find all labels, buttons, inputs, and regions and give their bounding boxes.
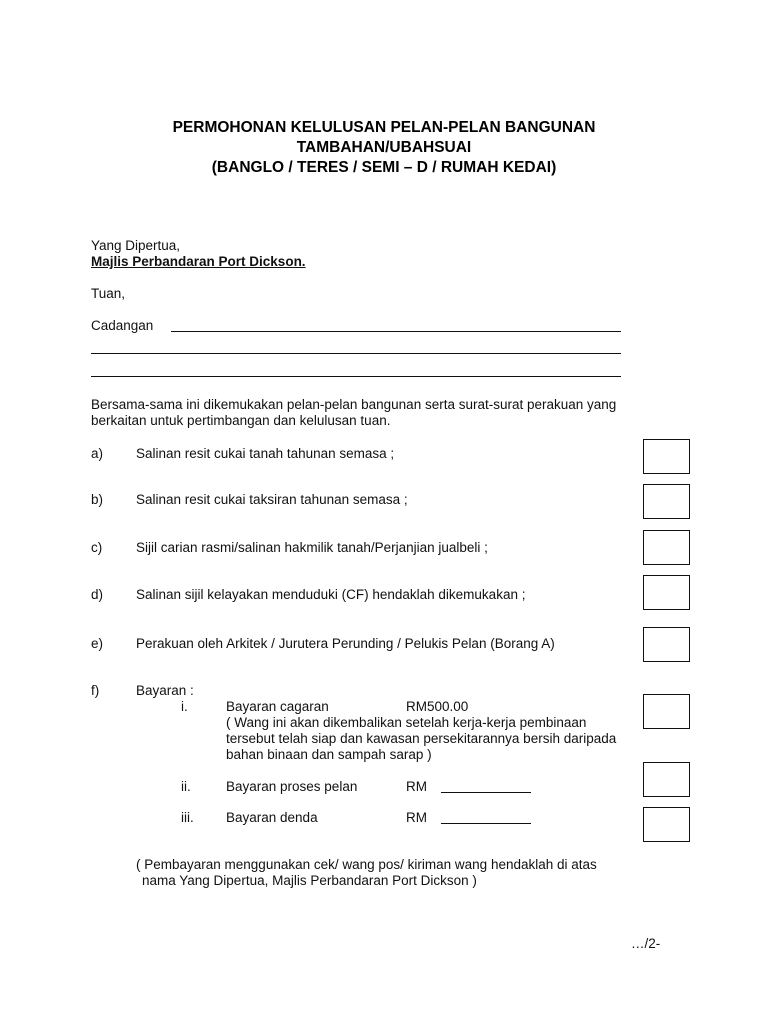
item-b-marker: b) [91, 492, 104, 507]
payment-iii-checkbox[interactable] [643, 807, 690, 842]
item-b-checkbox[interactable] [643, 484, 690, 519]
item-d-text: Salinan sijil kelayakan menduduki (CF) hendaklah dikemukakan ; [136, 587, 526, 602]
item-e-text: Perakuan oleh Arkitek / Jurutera Perunding / Pelukis Pelan (Borang A) [136, 636, 555, 651]
form-title-line3: (BANGLO / TERES / SEMI – D / RUMAH KEDAI) [211, 159, 557, 176]
intro-line-2: berkaitan untuk pertimbangan dan kelulusan tuan. [91, 413, 391, 428]
proposal-line-3[interactable] [91, 376, 621, 377]
payment-i-checkbox[interactable] [643, 694, 690, 729]
item-c-text: Sijil carian rasmi/salinan hakmilik tanah/Perjanjian jualbeli ; [136, 540, 488, 555]
payment-marker: f) [91, 683, 100, 698]
salutation: Tuan, [91, 286, 126, 301]
proposal-line-2[interactable] [91, 353, 621, 354]
payment-i-note-3: bahan binaan dan sampah sarap ) [226, 747, 432, 762]
payment-i-marker: i. [181, 699, 188, 714]
payment-ii-label: Bayaran proses pelan [226, 779, 358, 794]
form-title-line2: TAMBAHAN/UBAHSUAI [296, 139, 472, 156]
item-e-checkbox[interactable] [643, 627, 690, 662]
addressee-council: Majlis Perbandaran Port Dickson. [91, 254, 306, 269]
payment-iii-amount-field[interactable] [441, 823, 531, 824]
intro-line-1: Bersama-sama ini dikemukakan pelan-pelan bangunan serta surat-surat perakuan yang [91, 397, 617, 412]
payment-footnote-2: nama Yang Dipertua, Majlis Perbandaran Port Dickson ) [142, 873, 477, 888]
item-e-marker: e) [91, 636, 104, 651]
payment-i-label: Bayaran cagaran [226, 699, 329, 714]
item-d-checkbox[interactable] [643, 575, 690, 610]
payment-iii-marker: iii. [181, 810, 194, 825]
item-a-marker: a) [91, 446, 104, 461]
form-title-line1: PERMOHONAN KELULUSAN PELAN-PELAN BANGUNAN [172, 119, 596, 136]
item-a-text: Salinan resit cukai tanah tahunan semasa ; [136, 446, 395, 461]
payment-i-note-1: ( Wang ini akan dikembalikan setelah kerja-kerja pembinaan [226, 715, 587, 730]
page-marker: …/2- [631, 936, 661, 951]
proposal-line-1[interactable] [171, 331, 621, 332]
addressee-title: Yang Dipertua, [91, 238, 181, 253]
payment-label: Bayaran : [136, 683, 194, 698]
proposal-label: Cadangan [91, 318, 154, 333]
item-d-marker: d) [91, 587, 104, 602]
payment-iii-label: Bayaran denda [226, 810, 318, 825]
payment-ii-marker: ii. [181, 779, 191, 794]
payment-ii-amount-field[interactable] [441, 792, 531, 793]
payment-footnote-1: ( Pembayaran menggunakan cek/ wang pos/ kiriman wang hendaklah di atas [136, 857, 597, 872]
item-c-checkbox[interactable] [643, 530, 690, 565]
item-b-text: Salinan resit cukai taksiran tahunan semasa ; [136, 492, 408, 507]
item-a-checkbox[interactable] [643, 439, 690, 474]
payment-i-amount: RM500.00 [406, 699, 469, 714]
item-c-marker: c) [91, 540, 103, 555]
payment-i-note-2: tersebut telah siap dan kawasan persekitarannya bersih daripada [226, 731, 617, 746]
payment-ii-checkbox[interactable] [643, 762, 690, 797]
payment-iii-currency: RM [406, 810, 427, 825]
payment-ii-currency: RM [406, 779, 427, 794]
